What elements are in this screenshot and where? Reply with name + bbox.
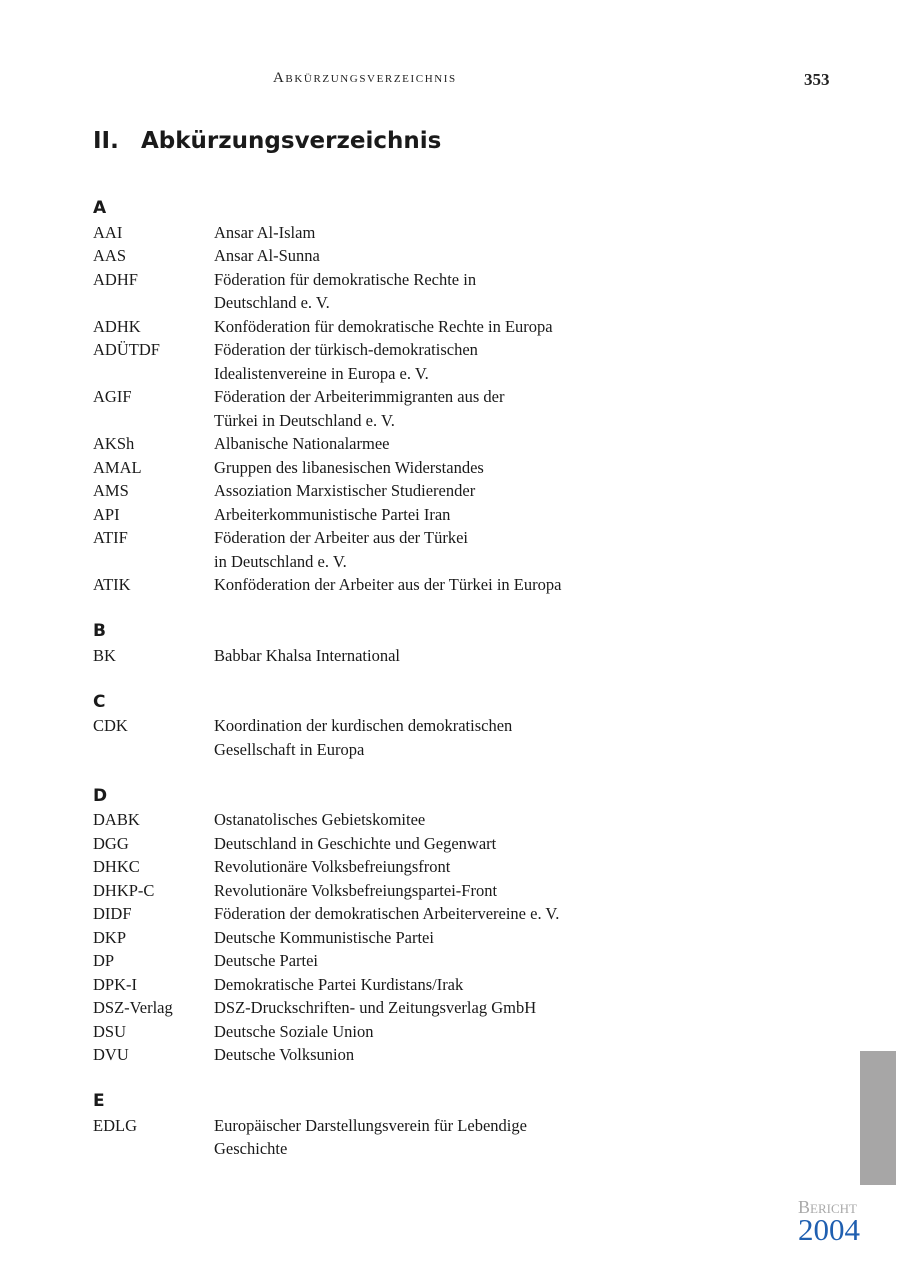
report-logo [798,1197,860,1247]
list-item [93,268,713,315]
definition: Föderation der Arbeiterimmigranten aus der Türkei in Deutschland e. V. [214,387,505,430]
definition: Revolutionäre Volksbefreiungspartei-Front [214,880,498,900]
definition: Arbeiterkommunistische Partei Iran [214,504,451,524]
running-header: Abkürzungsverzeichnis [273,70,457,86]
definition: Albanische Nationalarmee [214,434,390,453]
abbreviation: DVU [93,1045,129,1064]
definition: Konföderation der Arbeiter aus der Türkei in Europa [214,575,562,594]
definition: DSZ-Druckschriften- und Zeitungsverlag GmbH [214,998,537,1017]
section-letter: E [93,1091,105,1111]
definition: Koordination der kurdischen demokratischen Gesellschaft in Europa [214,716,513,759]
abbreviation: ADHK [93,316,141,336]
abbreviation: AAS [93,246,127,265]
list-item [93,526,713,573]
logo-year: 2004 [798,1212,860,1247]
abbreviation-list [93,197,713,1184]
abbreviation: DPK-I [93,974,137,994]
list-item [93,902,713,926]
definition: Deutsche Partei [214,951,319,970]
list-item [93,644,713,668]
list-item [93,973,713,997]
page-title [93,128,441,154]
chapter-number: II. [93,128,119,154]
abbreviation: ATIF [93,528,128,547]
definition: Föderation der türkisch-demokratischen Idealistenvereine in Europa e. V. [214,340,478,383]
list-item [93,879,713,903]
section-d [93,785,713,1067]
abbreviation: AKSh [93,434,135,453]
list-item [93,573,713,597]
section-e [93,1090,713,1161]
definition: Gruppen des libanesischen Widerstandes [214,457,484,477]
definition: Europäischer Darstellungsverein für Lebendige Geschichte [214,1115,527,1158]
section-letter: C [93,691,106,712]
definition: Ostanatolisches Gebietskomitee [214,810,426,829]
definition: Assoziation Marxistischer Studierender [214,481,476,500]
abbreviation: EDLG [93,1115,137,1135]
list-item [93,1043,713,1067]
definition: Ansar Al-Sunna [214,246,320,265]
logo-word: Bericht [798,1197,857,1217]
abbreviation: DP [93,951,115,970]
section-b [93,620,713,667]
list-item [93,456,713,480]
list-item [93,949,713,973]
list-item [93,385,713,432]
abbreviation: DABK [93,810,140,829]
definition: Konföderation für demokratische Rechte in Europa [214,316,553,336]
list-item [93,338,713,385]
abbreviation: DIDF [93,904,132,923]
abbreviation: AMAL [93,457,142,477]
page-number: 353 [804,70,830,89]
list-item [93,315,713,339]
abbreviation: AGIF [93,387,132,406]
definition: Föderation der demokratischen Arbeitervereine e. V. [214,904,560,923]
list-item [93,1114,713,1161]
abbreviation: ADHF [93,269,138,289]
abbreviation: DKP [93,927,127,947]
definition: Deutsche Soziale Union [214,1021,374,1041]
section-c [93,691,713,762]
abbreviation: BK [93,645,116,665]
list-item [93,926,713,950]
definition: Deutsche Volksunion [214,1045,355,1064]
section-letter: A [93,198,107,218]
list-item [93,479,713,503]
list-item [93,855,713,879]
abbreviation: AMS [93,481,129,500]
list-item [93,832,713,856]
abbreviation: DHKP-C [93,880,155,900]
abbreviation: ADÜTDF [93,340,160,359]
list-item [93,714,713,761]
definition: Demokratische Partei Kurdistans/Irak [214,974,464,994]
abbreviation: DSU [93,1021,127,1041]
abbreviation: DSZ-Verlag [93,998,173,1017]
list-item [93,808,713,832]
abbreviation: ATIK [93,575,131,594]
list-item [93,221,713,245]
definition: Revolutionäre Volksbefreiungsfront [214,857,451,876]
abbreviation: API [93,504,120,524]
definition: Föderation für demokratische Rechte in Deutschland e. V. [214,269,477,312]
list-item [93,244,713,268]
list-item [93,996,713,1020]
thumb-index-tab [860,1051,896,1185]
definition: Ansar Al-Islam [214,222,316,242]
abbreviation: DGG [93,833,129,853]
definition: Föderation der Arbeiter aus der Türkei in Deutschland e. V. [214,528,468,571]
list-item [93,432,713,456]
section-letter: D [93,785,108,806]
abbreviation: AAI [93,222,123,242]
definition: Babbar Khalsa International [214,645,401,665]
abbreviation: CDK [93,716,128,735]
abbreviation: DHKC [93,857,140,876]
list-item [93,1020,713,1044]
section-letter: B [93,621,106,641]
list-item [93,503,713,527]
chapter-title: Abkürzungsverzeichnis [141,128,442,154]
section-a [93,197,713,597]
definition: Deutsche Kommunistische Partei [214,927,434,947]
definition: Deutschland in Geschichte und Gegenwart [214,833,497,853]
